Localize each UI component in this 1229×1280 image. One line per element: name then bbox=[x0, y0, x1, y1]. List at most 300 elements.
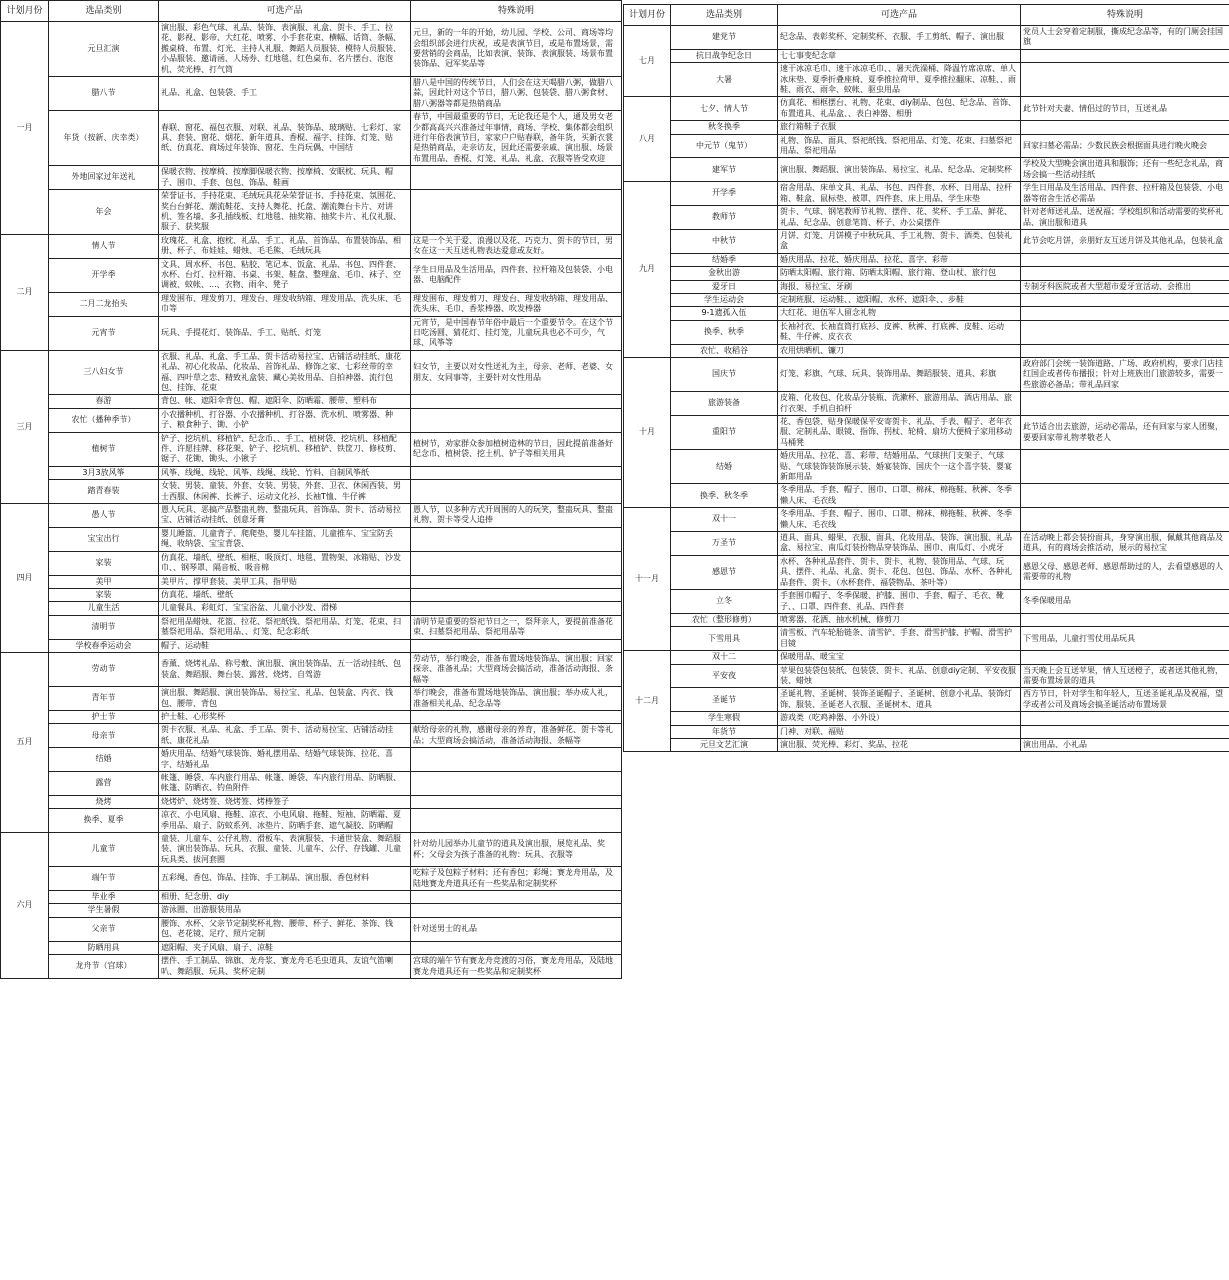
notes-cell bbox=[1021, 49, 1229, 62]
table-row bbox=[624, 293, 1229, 306]
notes-cell: 献给母亲的礼物，感谢母亲的养育，准备鲜花、贺卡等礼品；大型商场会搞活动，准备活动海报、条幅等 bbox=[411, 724, 622, 748]
table-row bbox=[1, 772, 622, 796]
table-row bbox=[1, 867, 622, 891]
table-row bbox=[1, 904, 622, 917]
category-cell: 旅游装备 bbox=[671, 392, 778, 416]
products-cell: 女装、男装、童装、外套、女装、男装、外套、卫衣、休闲西装、男士西服、休闲裤、长裤子、运动文化衫、长袖T恤、牛仔裤 bbox=[159, 480, 411, 504]
category-cell: 踏青春装 bbox=[49, 480, 159, 504]
table-row bbox=[1, 551, 622, 575]
category-cell: 9-1遗孤入伍 bbox=[671, 307, 778, 320]
table-row bbox=[624, 357, 1229, 391]
notes-cell bbox=[411, 710, 622, 723]
table-row bbox=[624, 63, 1229, 97]
notes-cell: 此节会吃月饼，亲朋好友互送月饼及其他礼品，包装礼盒 bbox=[1021, 229, 1229, 253]
products-cell: 纪念品、表彰奖杯、定制奖杯、衣服、手工剪纸、帽子、演出服 bbox=[778, 26, 1021, 50]
notes-cell bbox=[1021, 63, 1229, 97]
table-row bbox=[1, 22, 622, 77]
products-cell: 烧烤炉、烧烤签、烧烤签、烤棒签子 bbox=[159, 795, 411, 808]
table-row bbox=[624, 627, 1229, 651]
table-row bbox=[624, 280, 1229, 293]
header-products: 可选产品 bbox=[159, 1, 411, 22]
month-cell: 九月 bbox=[624, 182, 671, 358]
table-row bbox=[624, 267, 1229, 280]
category-cell: 年会 bbox=[49, 190, 159, 235]
products-cell: 清雪板、汽车轮胎链条、清雪铲、手套、滑雪护膝、护帽、滑雪护目镜 bbox=[778, 627, 1021, 651]
table-row bbox=[1, 77, 622, 111]
table-row bbox=[1, 234, 622, 258]
plan-table-left bbox=[0, 0, 622, 979]
category-cell: 情人节 bbox=[49, 234, 159, 258]
notes-cell: 腊八是中国的传统节日，人们会在这天喝腊八粥，做腊八蒜，因此针对这个节日，腊八粥、包装袋、腊八粥食材、腊八粥器等都是热销商品 bbox=[411, 77, 622, 111]
category-cell: 外地回家过年送礼 bbox=[49, 166, 159, 190]
notes-cell bbox=[411, 904, 622, 917]
header-row bbox=[624, 5, 1229, 26]
category-cell: 清明节 bbox=[49, 615, 159, 639]
category-cell: 双十一 bbox=[671, 508, 778, 532]
month-cell: 二月 bbox=[1, 234, 49, 350]
table-row bbox=[624, 97, 1229, 121]
products-cell: 防晒太阳帽、旅行箱、防晒太阳帽、旅行箱、登山杖、旅行包 bbox=[778, 267, 1021, 280]
category-cell: 农忙、收稻谷 bbox=[671, 344, 778, 357]
category-cell: 中元节（鬼节） bbox=[671, 134, 778, 158]
category-cell: 元旦汇演 bbox=[49, 22, 159, 77]
category-cell: 龙舟节（宫球） bbox=[49, 955, 159, 979]
notes-cell: 春节，中国最重要的节日，无论我还是个人，通及男女老少都高高兴兴准备过年事情，商场、学校、集体都会组织进行年俗表演节目，家家户户贴春联，备年货，买新衣裳是热销商品，走亲访友，因此还需要亲戚、演出服、场景布置用品、香棍、灯笼、礼品、礼盒、衣服等皆受欢迎 bbox=[411, 111, 622, 166]
table-row bbox=[624, 229, 1229, 253]
table-row bbox=[624, 320, 1229, 344]
month-cell: 七月 bbox=[624, 26, 671, 97]
notes-cell bbox=[411, 551, 622, 575]
products-cell: 保暖用品、暖宝宝 bbox=[778, 651, 1021, 664]
table-row bbox=[1, 588, 622, 601]
category-cell: 3月3放风筝 bbox=[49, 466, 159, 479]
notes-cell: 下雪用品，儿童打雪仗用品玩具 bbox=[1021, 627, 1229, 651]
products-cell: 相册、纪念册、diy bbox=[159, 891, 411, 904]
products-cell: 水杯、各种礼品套件、贺卡、贺卡、礼物、装饰用品、气球、玩具、摆件、礼品、礼盒、贺卡、花包、包包、饰品、水杯、各种礼品套件、贺卡、（水杯套件、福袋物品、茶叶等） bbox=[778, 555, 1021, 589]
table-row bbox=[624, 508, 1229, 532]
table-row bbox=[624, 555, 1229, 589]
notes-cell bbox=[411, 527, 622, 551]
header-products: 可选产品 bbox=[778, 5, 1021, 26]
table-row bbox=[624, 712, 1229, 725]
table-row bbox=[1, 639, 622, 652]
category-cell: 大暑 bbox=[671, 63, 778, 97]
products-cell: 演出服、舞蹈服、演出装饰品、易拉宝、礼品、纪念品、定制奖杯 bbox=[778, 158, 1021, 182]
notes-cell: 针对老师送礼品、送祝福；学校组织和活动需要的奖杯礼品、演出服和道具 bbox=[1021, 206, 1229, 230]
products-cell: 海报、易拉宝、牙刷 bbox=[778, 280, 1021, 293]
products-cell: 七七事变纪念章 bbox=[778, 49, 1021, 62]
category-cell: 农忙（播种季节） bbox=[49, 408, 159, 432]
products-cell: 大红花、退伍军人留念礼物 bbox=[778, 307, 1021, 320]
category-cell: 三八妇女节 bbox=[49, 350, 159, 395]
products-cell: 玫瑰花、礼盒、抱枕、礼品、手工、礼品、首饰品、布置装饰品、相册、杯子、布娃娃、蜡烛、毛毛熊、毛绒玩具 bbox=[159, 234, 411, 258]
table-row bbox=[624, 134, 1229, 158]
category-cell: 换季、夏季 bbox=[49, 809, 159, 833]
table-row bbox=[1, 166, 622, 190]
notes-cell bbox=[1021, 712, 1229, 725]
category-cell: 毕业季 bbox=[49, 891, 159, 904]
table-row bbox=[1, 710, 622, 723]
table-row bbox=[1, 575, 622, 588]
month-cell: 三月 bbox=[1, 350, 49, 503]
category-cell: 开学季 bbox=[671, 182, 778, 206]
products-cell: 旅行箱鞋子衣服 bbox=[778, 121, 1021, 134]
notes-cell bbox=[1021, 508, 1229, 532]
category-cell: 防晒用具 bbox=[49, 941, 159, 954]
notes-cell: 清明节是重要的祭祀节日之一，祭拜亲人，要提前准备花束、扫墓祭祀用品、祭祀用品等 bbox=[411, 615, 622, 639]
products-cell: 文具、周水杯、书包、粘胶、笔记本、饭盒、礼品、书包、四件套、水杯、台灯、拉杆箱、书桌、书架、鞋盘、整理盒、毛巾、袜子、空调被、蚊帐、...、衣物、雨伞、凳子 bbox=[159, 258, 411, 292]
products-cell: 婴儿睡篮、儿童背子、爬爬垫、婴儿车挂篮、儿童推车、宝宝防丢绳、收纳袋、宝宝背袋、 bbox=[159, 527, 411, 551]
table-row bbox=[624, 484, 1229, 508]
table-row bbox=[1, 466, 622, 479]
table-row bbox=[1, 724, 622, 748]
category-cell: 烧烤 bbox=[49, 795, 159, 808]
table-row bbox=[624, 664, 1229, 688]
table-row bbox=[1, 432, 622, 466]
products-cell: 贺卡、气球、钢笔教师节礼物、摆件、花、奖杯、手工品、鲜花、礼品、纪念品、创意笔筒、杯子、办公桌摆件 bbox=[778, 206, 1021, 230]
notes-cell bbox=[411, 795, 622, 808]
products-cell: 祭祀用品蜡烛、花篮、拉花、祭祀纸钱、祭祀用品、灯笼、花束、扫墓祭祀用品、祭祀用品、、灯笼、纪念彩纸 bbox=[159, 615, 411, 639]
notes-cell bbox=[411, 602, 622, 615]
month-cell: 一月 bbox=[1, 22, 49, 235]
table-row bbox=[624, 158, 1229, 182]
notes-cell bbox=[1021, 484, 1229, 508]
category-cell: 金秋出游 bbox=[671, 267, 778, 280]
table-row bbox=[624, 182, 1229, 206]
products-cell: 演出服、彩色气球、礼品、装饰、表演服、礼盒、贺卡、手工、拉花、影视、影帝、大红花、喷雾、小手套花束、横幅、话筒、条幅、搬桌椅、布置、灯光、主持人礼服、舞蹈人员服装、模特人员服装、小品服装、邀请函、人场券、红地毯、红色桌布、名片摆台、泡泡机、荧光棒、打气筒 bbox=[159, 22, 411, 77]
notes-cell bbox=[1021, 121, 1229, 134]
products-cell: 帽子、运动鞋 bbox=[159, 639, 411, 652]
table-row bbox=[1, 941, 622, 954]
products-cell: 月饼、灯笼、月饼模子中秋玩具、手工礼物、贺卡、酒类、包装礼盒 bbox=[778, 229, 1021, 253]
category-cell: 国庆节 bbox=[671, 357, 778, 391]
products-cell: 苹果包装袋包装纸、包装袋、贺卡、礼品、创意diy定制、平安夜服装、蜡烛 bbox=[778, 664, 1021, 688]
notes-cell: 元宵节，是中国春节年俗中最后一个重要节令。在这个节日吃汤圆、猜花灯、挂灯笼，儿童玩具也必不可少，气球、风筝等 bbox=[411, 316, 622, 350]
notes-cell: 妇女节，主要以对女性送礼为主，母亲、老师、老婆、女朋友、女同事等，主要针对女性用品 bbox=[411, 350, 622, 395]
table-row bbox=[1, 527, 622, 551]
category-cell: 抗日战争纪念日 bbox=[671, 49, 778, 62]
products-cell: 衣服、礼品、礼盒、手工品、贺卡活动易拉宝、店铺活动挂纸、康花礼品、初心化妆品、化妆品、首饰礼品、修饰之家、七彩丝带的幸福、四叶草之恋、精致礼盒装、藏心美妆用品、自拍神器、流行包包、挂饰、花束 bbox=[159, 350, 411, 395]
products-cell: 演出服、荧光棒、彩灯、奖品、拉花 bbox=[778, 738, 1021, 751]
category-cell: 下雪用具 bbox=[671, 627, 778, 651]
products-cell: 香薰、烧烤礼品、称号敷、演出服、演出装饰品、五一活动挂纸、包装盒、舞蹈服、舞台装、露营、烧烤、自驾游 bbox=[159, 652, 411, 686]
category-cell: 儿童生活 bbox=[49, 602, 159, 615]
notes-cell: 冬季保暖用品 bbox=[1021, 590, 1229, 614]
category-cell: 护士节 bbox=[49, 710, 159, 723]
notes-cell bbox=[1021, 450, 1229, 484]
table-row bbox=[624, 26, 1229, 50]
category-cell: 秋冬换季 bbox=[671, 121, 778, 134]
table-row bbox=[1, 652, 622, 686]
products-cell: 仿真花、相框摆台、礼物、花束、diy制品、包包、纪念品、首饰、布置道具、礼品盒、、表白神器、相册 bbox=[778, 97, 1021, 121]
notes-cell bbox=[411, 395, 622, 408]
notes-cell bbox=[411, 166, 622, 190]
notes-cell: 劳动节，举行晚会，准备布置场地装饰品、演出服；回家探亲、准备礼品；大型商场会搞活动，准备活动海报、条幅等 bbox=[411, 652, 622, 686]
table-row bbox=[624, 688, 1229, 712]
table-row bbox=[1, 111, 622, 166]
products-cell: 婚庆用品、结婚气球装饰、婚礼摆用品、结婚气球装饰、拉花、喜字、结婚礼品 bbox=[159, 748, 411, 772]
table-row bbox=[1, 891, 622, 904]
products-cell: 道具、面具、蜡果、衣服、面具、化妆用品、装饰、演出服、礼品盒、易拉宝、南瓜灯装扮物品穿装饰品、围巾、南瓜灯、小虎牙 bbox=[778, 532, 1021, 556]
category-cell: 二月二龙抬头 bbox=[49, 292, 159, 316]
category-cell: 青年节 bbox=[49, 687, 159, 711]
header-category: 选品类别 bbox=[671, 5, 778, 26]
table-row bbox=[624, 738, 1229, 751]
header-row bbox=[1, 1, 622, 22]
products-cell: 小农播种机、打谷器、小农播种机、打谷器、洗水机、喷雾器、种子、粮食种子、锄、小铲 bbox=[159, 408, 411, 432]
products-cell: 仿真花、墙纸、壁纸 bbox=[159, 588, 411, 601]
category-cell: 立冬 bbox=[671, 590, 778, 614]
notes-cell bbox=[1021, 293, 1229, 306]
notes-cell: 演出用品、小礼品 bbox=[1021, 738, 1229, 751]
table-row bbox=[624, 416, 1229, 450]
products-cell: 帐篷、睡袋、车内旅行用品、帐篷、睡袋、车内旅行用品、防晒服、帐篷、防晒衣、钓鱼附件 bbox=[159, 772, 411, 796]
category-cell: 爱牙日 bbox=[671, 280, 778, 293]
header-notes: 特殊说明 bbox=[1021, 5, 1229, 26]
table-row bbox=[624, 725, 1229, 738]
notes-cell bbox=[411, 639, 622, 652]
products-cell: 游泳圈、出游服装用品 bbox=[159, 904, 411, 917]
table-row bbox=[1, 480, 622, 504]
table-row bbox=[624, 392, 1229, 416]
notes-cell: 西方节日，针对学生和年轻人，互送圣诞礼品及祝福，望学或者公司及商场会搞圣诞活动布置场景 bbox=[1021, 688, 1229, 712]
category-cell: 换季、秋冬季 bbox=[671, 484, 778, 508]
notes-cell: 针对送男士的礼品 bbox=[411, 917, 622, 941]
products-cell: 长袖衬衣、长袖直筒打底衫、皮裤、秋裤、打底裤、皮鞋、运动鞋、牛仔裤、皮衣衣 bbox=[778, 320, 1021, 344]
products-cell: 定制班服、运动鞋、、遮阳帽、水杯、遮阳伞、、步鞋 bbox=[778, 293, 1021, 306]
notes-cell bbox=[411, 772, 622, 796]
category-cell: 中秋节 bbox=[671, 229, 778, 253]
category-cell: 七夕、情人节 bbox=[671, 97, 778, 121]
category-cell: 建党节 bbox=[671, 26, 778, 50]
table-row bbox=[1, 917, 622, 941]
category-cell: 元旦文艺汇演 bbox=[671, 738, 778, 751]
notes-cell bbox=[411, 891, 622, 904]
category-cell: 换季、秋季 bbox=[671, 320, 778, 344]
notes-cell bbox=[1021, 320, 1229, 344]
notes-cell bbox=[411, 466, 622, 479]
month-cell: 八月 bbox=[624, 97, 671, 182]
table-row bbox=[624, 651, 1229, 664]
notes-cell: 宫球的端午节有赛龙舟竞渡的习俗，赛龙舟用品，及陆地赛龙舟道具还有一些奖品和定制奖杯 bbox=[411, 955, 622, 979]
category-cell: 平安夜 bbox=[671, 664, 778, 688]
products-cell: 凉衣、小电风扇、拖鞋、凉衣、小电风扇、拖鞋、短袖、防晒霜、夏季用品、扇子、防蚊系列、冰垫片、防晒手套、遮气凝胶、防晒帽 bbox=[159, 809, 411, 833]
category-cell: 腊八节 bbox=[49, 77, 159, 111]
products-cell: 贺卡衣服、礼品、礼盒、手工品、贺卡、活动易拉宝、店铺活动挂纸、康花礼品 bbox=[159, 724, 411, 748]
products-cell: 美甲片、撑甲套装、美甲工具、指甲贴 bbox=[159, 575, 411, 588]
header-notes: 特殊说明 bbox=[411, 1, 622, 22]
category-cell: 双十二 bbox=[671, 651, 778, 664]
table-row bbox=[1, 350, 622, 395]
table-row bbox=[624, 307, 1229, 320]
table-row bbox=[624, 344, 1229, 357]
products-cell: 圣诞礼物、圣诞树、装饰圣诞帽子、圣诞树、创意小礼品、装饰灯饰、服装、圣诞老人衣服、圣诞树木、道具 bbox=[778, 688, 1021, 712]
category-cell: 结婚 bbox=[49, 748, 159, 772]
category-cell: 宝宝出行 bbox=[49, 527, 159, 551]
products-cell: 铲子、挖坑机、移植铲、纪念币、、手工、植树袋、挖坑机、移植配件、许愿挂牌、移花架、铲子、挖坑机、移植铲、铁筐刀、修枝剪、锯子、花锄、锄头、小锹子 bbox=[159, 432, 411, 466]
table-row bbox=[1, 292, 622, 316]
products-cell: 冬季用品、手套、帽子、围巾、口罩、棉袜、棉拖鞋、秋裤、冬季懒人床、毛衣线 bbox=[778, 508, 1021, 532]
table-row bbox=[1, 687, 622, 711]
table-row bbox=[1, 504, 622, 528]
products-cell: 风筝、线绳、线轮、风筝、线绳、线轮、竹料、自制风筝纸 bbox=[159, 466, 411, 479]
notes-cell bbox=[1021, 307, 1229, 320]
notes-cell bbox=[411, 588, 622, 601]
plan-table-right bbox=[623, 4, 1229, 752]
table-row bbox=[1, 833, 622, 867]
table-row bbox=[1, 316, 622, 350]
category-cell: 元宵节 bbox=[49, 316, 159, 350]
products-cell: 腰饰、水杯、父亲节定制奖杯礼物、腰带、杯子、鲜花、茶饰、钱包、老花镜、足疗、照片定制 bbox=[159, 917, 411, 941]
notes-cell bbox=[411, 575, 622, 588]
notes-cell bbox=[411, 748, 622, 772]
products-cell: 冬季用品、手套、帽子、围巾、口罩、棉袜、棉拖鞋、秋裤、冬季懒人床、毛衣线 bbox=[778, 484, 1021, 508]
category-cell: 年货节 bbox=[671, 725, 778, 738]
table-row bbox=[1, 795, 622, 808]
products-cell: 宿舍用品、床单文具、礼品、书包、四件套、水杯、日用品、拉杆箱、鞋盒、鼠标垫、被罩、四件套、床上用品、学生床垫 bbox=[778, 182, 1021, 206]
products-cell: 礼品、礼盒、包装袋、手工 bbox=[159, 77, 411, 111]
category-cell: 父亲节 bbox=[49, 917, 159, 941]
notes-cell: 当天晚上会互送苹果，情人互送橙子，或者送其他礼物，需要布置场景的道具 bbox=[1021, 664, 1229, 688]
header-category: 选品类别 bbox=[49, 1, 159, 22]
notes-cell bbox=[1021, 651, 1229, 664]
notes-cell: 学生日用品及生活用品，四件套、拉杆箱及包装袋、小电器、电脑配件 bbox=[411, 258, 622, 292]
table-row bbox=[1, 408, 622, 432]
notes-cell: 回家扫墓必需品；少数民族会根据面具进行晚火晚会 bbox=[1021, 134, 1229, 158]
products-cell: 儿童餐具、彩虹灯、宝宝浴盆、儿童小沙发、滑梯 bbox=[159, 602, 411, 615]
category-cell: 万圣节 bbox=[671, 532, 778, 556]
products-cell: 游戏类（吃鸡神器、小外设） bbox=[778, 712, 1021, 725]
table-row bbox=[624, 253, 1229, 266]
notes-cell: 此节针对夫妻、情侣过的节日，互送礼品 bbox=[1021, 97, 1229, 121]
table-row bbox=[624, 206, 1229, 230]
notes-cell: 此节适合出去旅游，运动必需品，还有回家与家人团聚，要要回家带礼物孝敬老人 bbox=[1021, 416, 1229, 450]
category-cell: 愚人节 bbox=[49, 504, 159, 528]
category-cell: 学生暑假 bbox=[49, 904, 159, 917]
table-row bbox=[1, 809, 622, 833]
category-cell: 结婚 bbox=[671, 450, 778, 484]
products-cell: 礼物、饰品、面具、祭祀纸钱、祭祀用品、灯笼、花束、扫墓祭祀用品、祭祀用品 bbox=[778, 134, 1021, 158]
category-cell: 儿童节 bbox=[49, 833, 159, 867]
products-cell: 保暖衣物、按摩椅、按摩脚保暖衣物、按摩椅、安眠枕、玩具、帽子、围巾、手套、包包、饰品、鞋画 bbox=[159, 166, 411, 190]
category-cell: 劳动节 bbox=[49, 652, 159, 686]
table-row bbox=[1, 602, 622, 615]
products-cell: 仿真花、墙纸、壁纸、相框、吸顶灯、地毯、置物架、冰箱贴、沙发巾、、钢琴罩、隔音板、吸音棉 bbox=[159, 551, 411, 575]
notes-cell bbox=[1021, 613, 1229, 626]
notes-cell bbox=[411, 480, 622, 504]
category-cell: 家装 bbox=[49, 551, 159, 575]
month-cell: 六月 bbox=[1, 833, 49, 979]
products-cell: 护士鞋、心形奖杯 bbox=[159, 710, 411, 723]
notes-cell bbox=[1021, 267, 1229, 280]
table-body-left bbox=[1, 22, 622, 979]
category-cell: 端午节 bbox=[49, 867, 159, 891]
products-cell: 遮阳帽、夹子风扇、扇子、凉鞋 bbox=[159, 941, 411, 954]
category-cell: 露营 bbox=[49, 772, 159, 796]
products-cell: 荣誉证书、手持花束、毛绒玩具花朵荣誉证书、手持花束、氛围花、奖台台鲜花、潮流鞋花、支持人舞花、托盘、潮流舞台卡片、对讲机、签名墙、多孔插线板、红地毯、抽奖箱、抽奖卡片、礼仪礼服、服子、获奖服 bbox=[159, 190, 411, 235]
products-cell: 背包、帐、遮阳伞背包、帽、遮阳伞、防晒霜、腰带、塑料布 bbox=[159, 395, 411, 408]
products-cell: 婚庆用品、拉花、喜、彩带、结婚用品、气球拱门支架子、气球贴、气球装饰装饰展示装、婚宴装饰、国庆个一这个喜字装、婴宴新郎用品 bbox=[778, 450, 1021, 484]
notes-cell: 针对幼儿园举办儿童节的道具及演出服，展览礼品、奖杯；父母会为孩子准备的礼物：玩具、衣服等 bbox=[411, 833, 622, 867]
table-row bbox=[624, 450, 1229, 484]
notes-cell bbox=[1021, 344, 1229, 357]
notes-cell: 植树节，劝家群众参加植树造林的节日，因此提前准备好纪念币、植树袋、挖土机、铲子等相关用具 bbox=[411, 432, 622, 466]
category-cell: 建军节 bbox=[671, 158, 778, 182]
products-cell: 玩具、手提花灯、装饰品、手工、贴纸、灯笼 bbox=[159, 316, 411, 350]
header-month: 计划月份 bbox=[624, 5, 671, 26]
notes-cell bbox=[411, 809, 622, 833]
category-cell: 感恩节 bbox=[671, 555, 778, 589]
category-cell: 母亲节 bbox=[49, 724, 159, 748]
category-cell: 圣诞节 bbox=[671, 688, 778, 712]
month-cell: 十一月 bbox=[624, 508, 671, 651]
notes-cell bbox=[411, 941, 622, 954]
products-cell: 皮箱、化妆包、化妆品分装瓶、洗漱杯、旅游用品、酒店用品、旅行衣架、手机自拍杆 bbox=[778, 392, 1021, 416]
month-cell: 十二月 bbox=[624, 651, 671, 752]
category-cell: 学校春季运动会 bbox=[49, 639, 159, 652]
month-cell: 十月 bbox=[624, 357, 671, 507]
notes-cell: 专制牙科医院或者大型超市爱牙宣活动、会推出 bbox=[1021, 280, 1229, 293]
category-cell: 学生运动会 bbox=[671, 293, 778, 306]
category-cell: 植树节 bbox=[49, 432, 159, 466]
table-body-right bbox=[624, 26, 1229, 752]
products-cell: 手套围巾帽子、冬季保暖、护膝、围巾、手套、帽子、毛衣、靴子、、口罩、四件套、礼品、四件套 bbox=[778, 590, 1021, 614]
category-cell: 春游 bbox=[49, 395, 159, 408]
table-row bbox=[1, 258, 622, 292]
notes-cell: 学生日用品及生活用品、四件套、拉杆箱及包装袋、小电器等宿舍生活必需品 bbox=[1021, 182, 1229, 206]
table-row bbox=[624, 121, 1229, 134]
notes-cell bbox=[411, 190, 622, 235]
products-cell: 演出服、舞蹈服、演出装饰品、易拉宝、礼品、包装盒、内衣、钱包、腰带、背包 bbox=[159, 687, 411, 711]
category-cell: 教师节 bbox=[671, 206, 778, 230]
category-cell: 农忙（整形修剪） bbox=[671, 613, 778, 626]
products-cell: 童装、儿童车、公仔礼物、滑板车、表演服装、卡通世装盒、舞蹈服装、演出装饰品、玩具、衣服、童装、儿童车、公仔、存钱罐、儿童玩具类、拔河套圈 bbox=[159, 833, 411, 867]
products-cell: 理发围布、理发剪刀、理发台、理发收纳箱、理发用品、洗头床、毛巾等 bbox=[159, 292, 411, 316]
products-cell: 喷雾器、花洒、抽水机械、修剪刀 bbox=[778, 613, 1021, 626]
notes-cell: 在活动晚上都会装扮面具，身穿演出服，佩戴其他商品及道具，有的商场会推活动，展示的易拉宝 bbox=[1021, 532, 1229, 556]
table-row bbox=[1, 748, 622, 772]
month-cell: 五月 bbox=[1, 652, 49, 832]
category-cell: 美甲 bbox=[49, 575, 159, 588]
notes-cell: 举行晚会，准备布置场地装饰品、演出服；举办成人礼，准备相关礼品、纪念品等 bbox=[411, 687, 622, 711]
category-cell: 年货（按新、庆幸类） bbox=[49, 111, 159, 166]
table-row bbox=[1, 955, 622, 979]
notes-cell: 党员人士会穿着定制服，撕成纪念品等，有的门厕会挂国旗 bbox=[1021, 26, 1229, 50]
products-cell: 婚庆用品、拉花、婚庆用品、拉花、喜字、彩带 bbox=[778, 253, 1021, 266]
products-cell: 春联、窗花、福包衣服、对联、礼品、装饰品、玻璃贴、七彩灯、家具、套装、窗花、烟花、新年道具、香棍、福字、挂饰、灯笼、贴纸、仿真花、商场过年装饰、窗花、生肖玩偶、中国结 bbox=[159, 111, 411, 166]
notes-cell: 政府部门会统一装饰道路、广场、政府机构，要求门店挂红国企或者传布播报；针对上班族出门旅游较多，需要一些旅游必备品；带礼品回家 bbox=[1021, 357, 1229, 391]
products-cell: 农用烘晒机、镰刀 bbox=[778, 344, 1021, 357]
table-row bbox=[624, 590, 1229, 614]
notes-cell bbox=[1021, 253, 1229, 266]
table-row bbox=[1, 395, 622, 408]
notes-cell: 元旦，新的一年的开始，幼儿园、学校、公司、商场等均会组织部会进行庆祝，或是表演节目，或是布置场景，需要营销的会商品，比如表演、装饰、表演服装、场景布置装饰品、冠军奖品等 bbox=[411, 22, 622, 77]
month-cell: 四月 bbox=[1, 504, 49, 653]
table-row bbox=[624, 613, 1229, 626]
notes-cell: 愚人节，以多种方式开周围的人的玩笑，整蛊玩具、整蛊礼物、贺卡等受人追捧 bbox=[411, 504, 622, 528]
table-row bbox=[1, 190, 622, 235]
products-cell: 速干冰凉毛巾、速干冰凉毛巾、、暑天洗澡桶、降温竹席凉席、单人冰床垫、夏季折叠座椅、夏季推拉荷甲、夏季推拉翻床、凉鞋、、雨鞋、雨衣、雨伞、蚊帐、驱虫用品 bbox=[778, 63, 1021, 97]
category-cell: 家装 bbox=[49, 588, 159, 601]
products-cell: 门神、对联、福贴 bbox=[778, 725, 1021, 738]
table-row bbox=[624, 49, 1229, 62]
notes-cell: 吃粽子及包粽子材料；还有香包；彩绳；赛龙舟用品，及陆地赛龙舟道具还有一些奖品和定制奖杯 bbox=[411, 867, 622, 891]
notes-cell bbox=[411, 408, 622, 432]
header-month: 计划月份 bbox=[1, 1, 49, 22]
notes-cell bbox=[1021, 725, 1229, 738]
category-cell: 重阳节 bbox=[671, 416, 778, 450]
notes-cell: 感恩父母、感恩老师、感恩帮助过的人，去看望感恩的人需要带的礼物 bbox=[1021, 555, 1229, 589]
